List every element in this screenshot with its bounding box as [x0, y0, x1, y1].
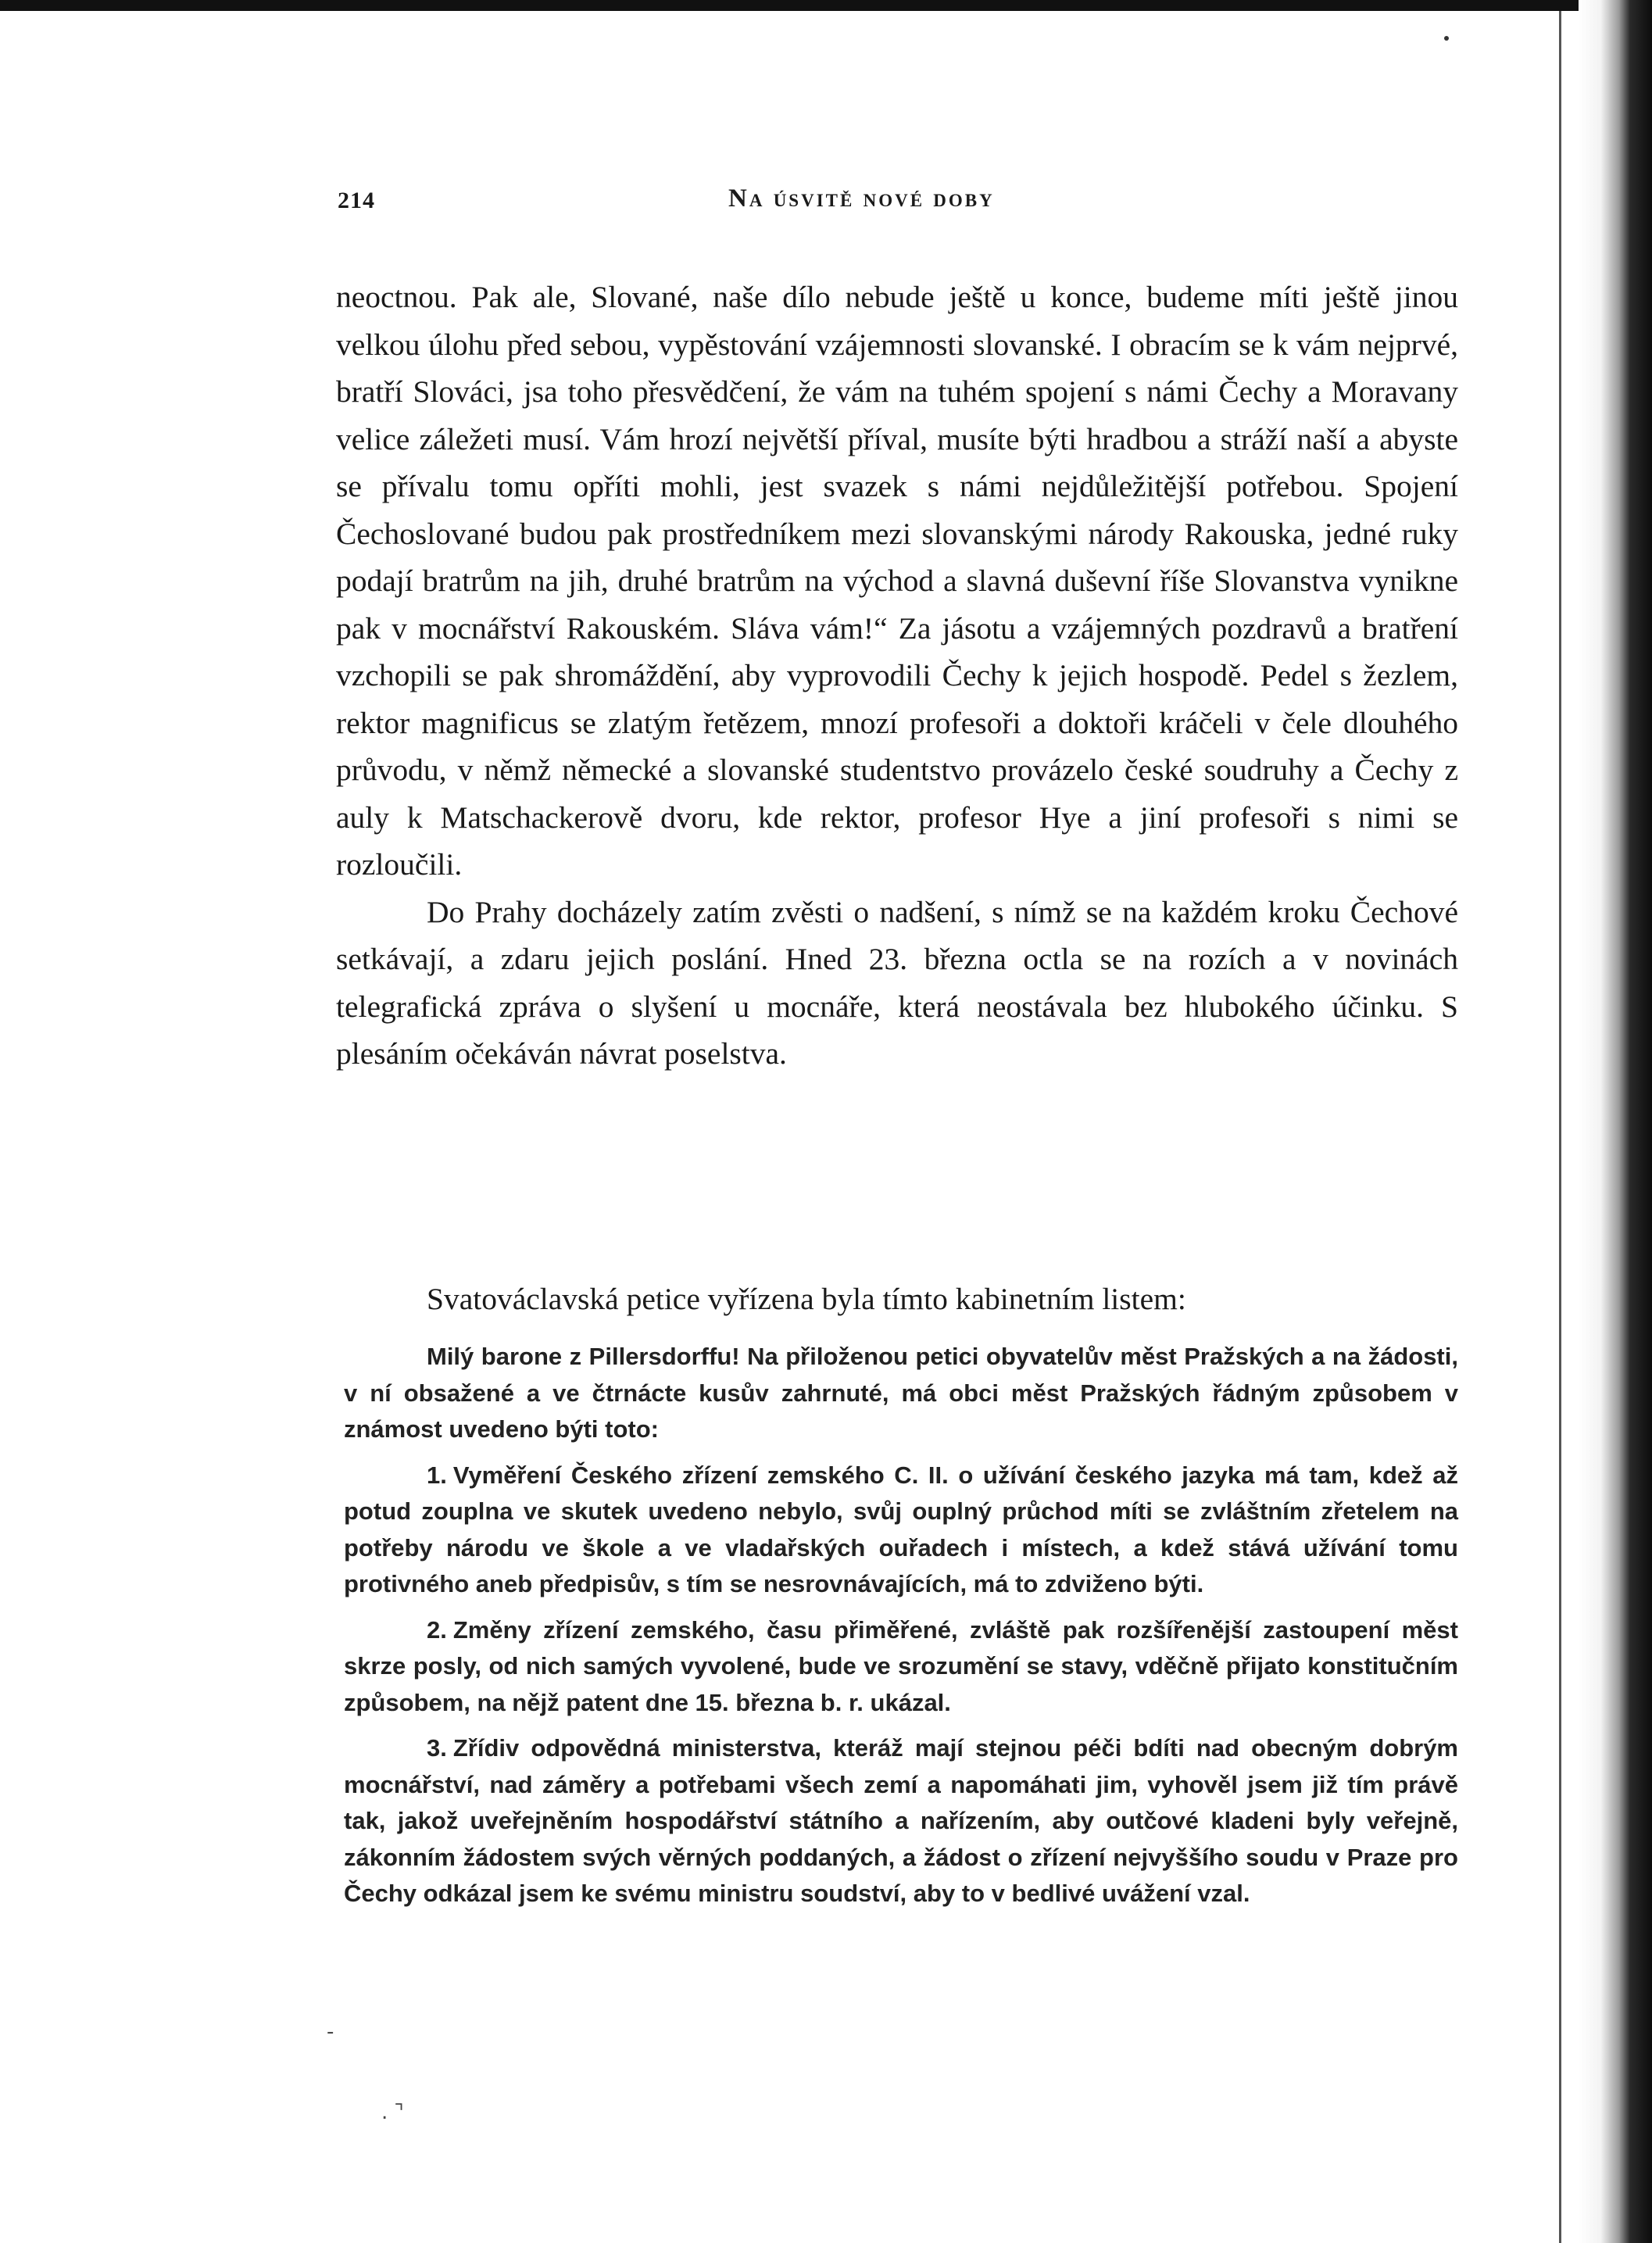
letter-item: [344, 1612, 1458, 1722]
scan-mark: -: [327, 2020, 334, 2044]
letter-item: [344, 1458, 1458, 1603]
item-number: 1.: [427, 1461, 447, 1489]
scan-mark: . ⌝: [381, 2101, 404, 2124]
cabinet-letter: [344, 1339, 1458, 1912]
scan-top-edge: [0, 0, 1652, 11]
item-text: Vyměření Českého zřízení zemského C. II. o užívání českého jazyka má tam, kdež až potud zouplna ve skutek uvedeno nebylo, svůj ouplný průchod míti se zvláštním zřetelem na potřeby národu ve škole a ve vladařských ouřadech i místech, a kdež stává užívání tomu protivného aneb předpisův, s tím se nesrovnávajících, má to zdviženo býti.: [344, 1461, 1458, 1597]
paragraph: Do Prahy docházely zatím zvěsti o nadšení, s nímž se na každém kroku Čechové setkávají, a zdaru jejich poslání. Hned 23. března octla se na rozích a v novinách telegrafická zpráva o slyšení u mocnáře, která neostávala bez hlubokého účinku. S plesáním očekáván návrat poselstva.: [336, 894, 1458, 1071]
item-text: Změny zřízení zemského, času přiměřené, zvláště pak rozšířenější zastoupení měst skrze posly, od nich samých vyvolené, bude ve srozumění se stavy, vděčně přijato konstitučním způsobem, na nějž patent dne 15. března b. r. ukázal.: [344, 1615, 1458, 1716]
page-fold-line: [1559, 11, 1561, 2243]
body-text: [336, 274, 1458, 1078]
letter-intro: Svatováclavská petice vyřízena byla tímto kabinetním listem:: [427, 1282, 1186, 1316]
page-header: [338, 184, 1463, 224]
item-text: Zřídiv odpovědná ministerstva, kteráž mají stejnou péči bdíti nad obecným dobrým mocnářství, nad záměry a potřebami všech zemí a napomáhati jim, vyhověl jsem již tím právě tak, jakož uveřejněním hospodářství státního a nařízením, aby outčové kladeni byly veřejně, zákonním žádostem svých věrných poddaných, a žádost o zřízení nejvyššího soudu v Praze pro Čechy odkázal jsem ke svému ministru soudství, aby to v bedlivé uvážení vzal.: [344, 1734, 1458, 1907]
letter-item: [344, 1730, 1458, 1912]
item-number: 3.: [427, 1734, 447, 1762]
paragraph: neoctnou. Pak ale, Slované, naše dílo nebude ještě u konce, budeme míti ještě jinou velkou úlohu před sebou, vypěstování vzájemnosti slovanské. I obracím se k vám nejprvé, bratří Slováci, jsa toho přesvědčení, že vám na tuhém spojení s námi Čechy a Moravany velice záležeti musí. Vám hrozí největší příval, musíte býti hradbou a stráží naší a abyste se přívalu tomu opříti mohli, jest svazek s námi nejdůležitější potřebou. Spojení Čechoslované budou pak prostředníkem mezi slovanskými národy Rakouska, jedné ruky podají bratrům na jih, druhé bratrům na východ a slavná duševní říše Slovanstva vynikne pak v mocnářství Rakouském. Sláva vám!“ Za jásotu a vzájemných pozdravů a bratření vzchopili se pak shromáždění, aby vyprovodili Čechy k jejich hospodě. Pedel s žezlem, rektor magnificus se zlatým řetězem, mnozí profesoři a doktoři kráčeli v čele dlouhého průvodu, v němž německé a slovanské studentstvo provázelo české soudruhy a Čechy z auly k Matschackerově dvoru, kde rektor, profesor Hye a jiní profesoři s nimi se rozloučili.: [336, 280, 1458, 882]
running-title: Na úsvitě nové doby: [728, 184, 995, 213]
item-number: 2.: [427, 1615, 447, 1644]
scan-right-edge: [1579, 0, 1652, 2243]
scan-speck: [1444, 36, 1449, 41]
page-number: 214: [338, 188, 375, 213]
letter-opening: Milý barone z Pillersdorffu! Na přiloženou petici obyvatelův měst Pražských a na žádosti, v ní obsažené a ve čtrnácte kusův zahrnuté, má obci měst Pražských řádným způsobem v známost uvedeno býti toto:: [344, 1343, 1458, 1443]
